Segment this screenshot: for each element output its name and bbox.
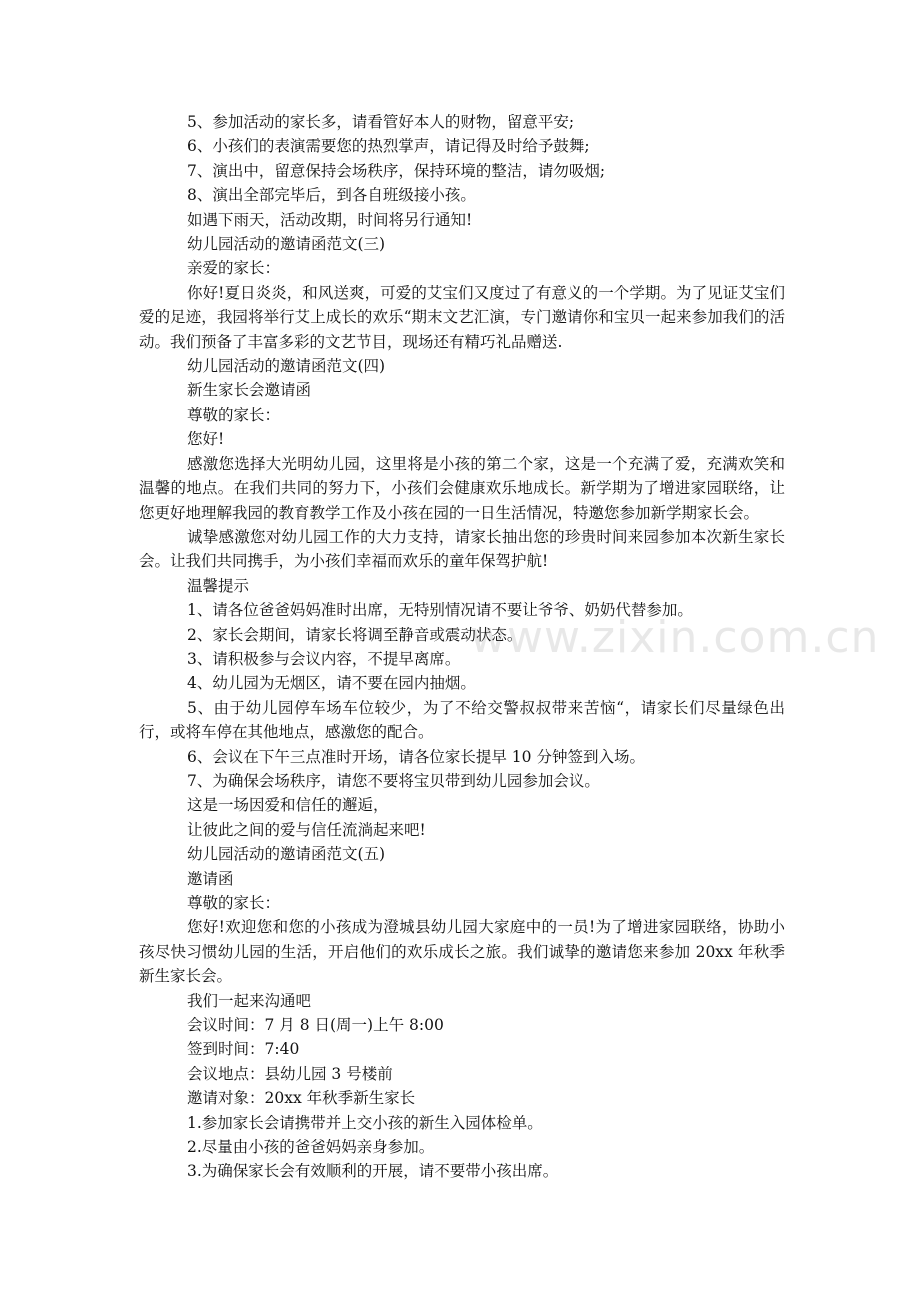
salutation: 尊敬的家长： [187, 405, 281, 424]
paragraph: 您好!欢迎您和您的小孩成为澄城县幼儿园大家庭中的一员!为了增进家园联络，协助小孩尽快习惯幼儿园的生活，开启他们的欢乐成长之旅。我们诚挚的邀请您来参加 20xx 年秋季新生家长会。 [139, 918, 785, 986]
section-heading: 幼儿园活动的邀请函范文(四) [187, 357, 386, 376]
list-item: 7、为确保会场秩序，请您不要将宝贝带到幼儿园参加会议。 [187, 771, 600, 790]
list-item: 2、家长会期间，请家长将调至静音或震动状态。 [187, 625, 523, 644]
list-item: 8、演出全部完毕后，到各自班级接小孩。 [187, 186, 476, 205]
meeting-time: 会议时间：7 月 8 日(周一)上午 8:00 [187, 1016, 444, 1035]
list-item: 6、小孩们的表演需要您的热烈掌声，请记得及时给予鼓舞; [187, 137, 590, 156]
list-item: 1.参加家长会请携带并上交小孩的新生入园体检单。 [187, 1113, 543, 1132]
subheading: 温馨提示 [187, 576, 250, 595]
list-item: 2.尽量由小孩的爸爸妈妈亲身参加。 [187, 1138, 435, 1157]
greeting: 您好! [187, 430, 225, 449]
paragraph: 如遇下雨天，活动改期，时间将另行通知! [187, 210, 473, 229]
meeting-location: 会议地点：县幼儿园 3 号楼前 [187, 1064, 393, 1083]
letter-title: 新生家长会邀请函 [187, 381, 312, 400]
paragraph: 感激您选择大光明幼儿园，这里将是小孩的第二个家，这是一个充满了爱，充满欢笑和温馨的地点。在我们共同的努力下，小孩们会健康欢乐地成长。新学期为了增进家园联络，让您更好地理解我园的教育教学工作及小孩在园的一日生活情况，特邀您参加新学期家长会。 [139, 454, 785, 522]
list-item: 1、请各位爸爸妈妈准时出席，无特别情况请不要让爷爷、奶奶代替参加。 [187, 601, 693, 620]
paragraph: 让彼此之间的爱与信任流淌起来吧! [187, 820, 426, 839]
list-item: 7、演出中，留意保持会场秩序，保持环境的整洁，请勿吸烟; [187, 161, 606, 180]
watermark: www.zixin.com.cn [470, 612, 880, 663]
list-item: 5、参加活动的家长多，请看管好本人的财物，留意平安; [187, 113, 575, 131]
salutation: 尊敬的家长： [187, 894, 281, 912]
checkin-time: 签到时间：7:40 [187, 1040, 300, 1059]
invitees: 邀请对象：20xx 年秋季新生家长 [187, 1089, 416, 1108]
letter-title: 邀请函 [187, 869, 234, 888]
list-item: 6、会议在下午三点准时开场，请各位家长提早 10 分钟签到入场。 [187, 747, 645, 766]
list-item: 3.为确保家长会有效顺利的开展，请不要带小孩出席。 [187, 1162, 559, 1181]
list-item: 4、幼儿园为无烟区，请不要在园内抽烟。 [187, 674, 476, 693]
section-heading: 幼儿园活动的邀请函范文(五) [187, 845, 386, 864]
paragraph: 我们一起来沟通吧 [187, 991, 312, 1010]
paragraph: 你好!夏日炎炎，和风送爽，可爱的艾宝们又度过了有意义的一个学期。为了见证艾宝们爱的足迹，我园将举行艾上成长的欢乐“期末文艺汇演，专门邀请你和宝贝一起来参加我们的活动。我们预备了丰富多彩的文艺节目，现场还有精巧礼品赠送. [139, 283, 785, 351]
list-item: 5、由于幼儿园停车场车位较少，为了不给交警叔叔带来苦恼“，请家长们尽量绿色出行，或将车停在其他地点，感激您的配合。 [139, 698, 785, 742]
paragraph: 诚挚感激您对幼儿园工作的大力支持，请家长抽出您的珍贵时间来园参加本次新生家长会。让我们共同携手，为小孩们幸福而欢乐的童年保驾护航! [139, 527, 785, 571]
section-heading: 幼儿园活动的邀请函范文(三) [187, 235, 386, 254]
paragraph: 这是一场因爱和信任的邂逅， [187, 796, 389, 815]
document-body [139, 110, 880, 1184]
salutation: 亲爱的家长： [187, 259, 281, 278]
list-item: 3、请积极参与会议内容，不提早离席。 [187, 649, 461, 668]
